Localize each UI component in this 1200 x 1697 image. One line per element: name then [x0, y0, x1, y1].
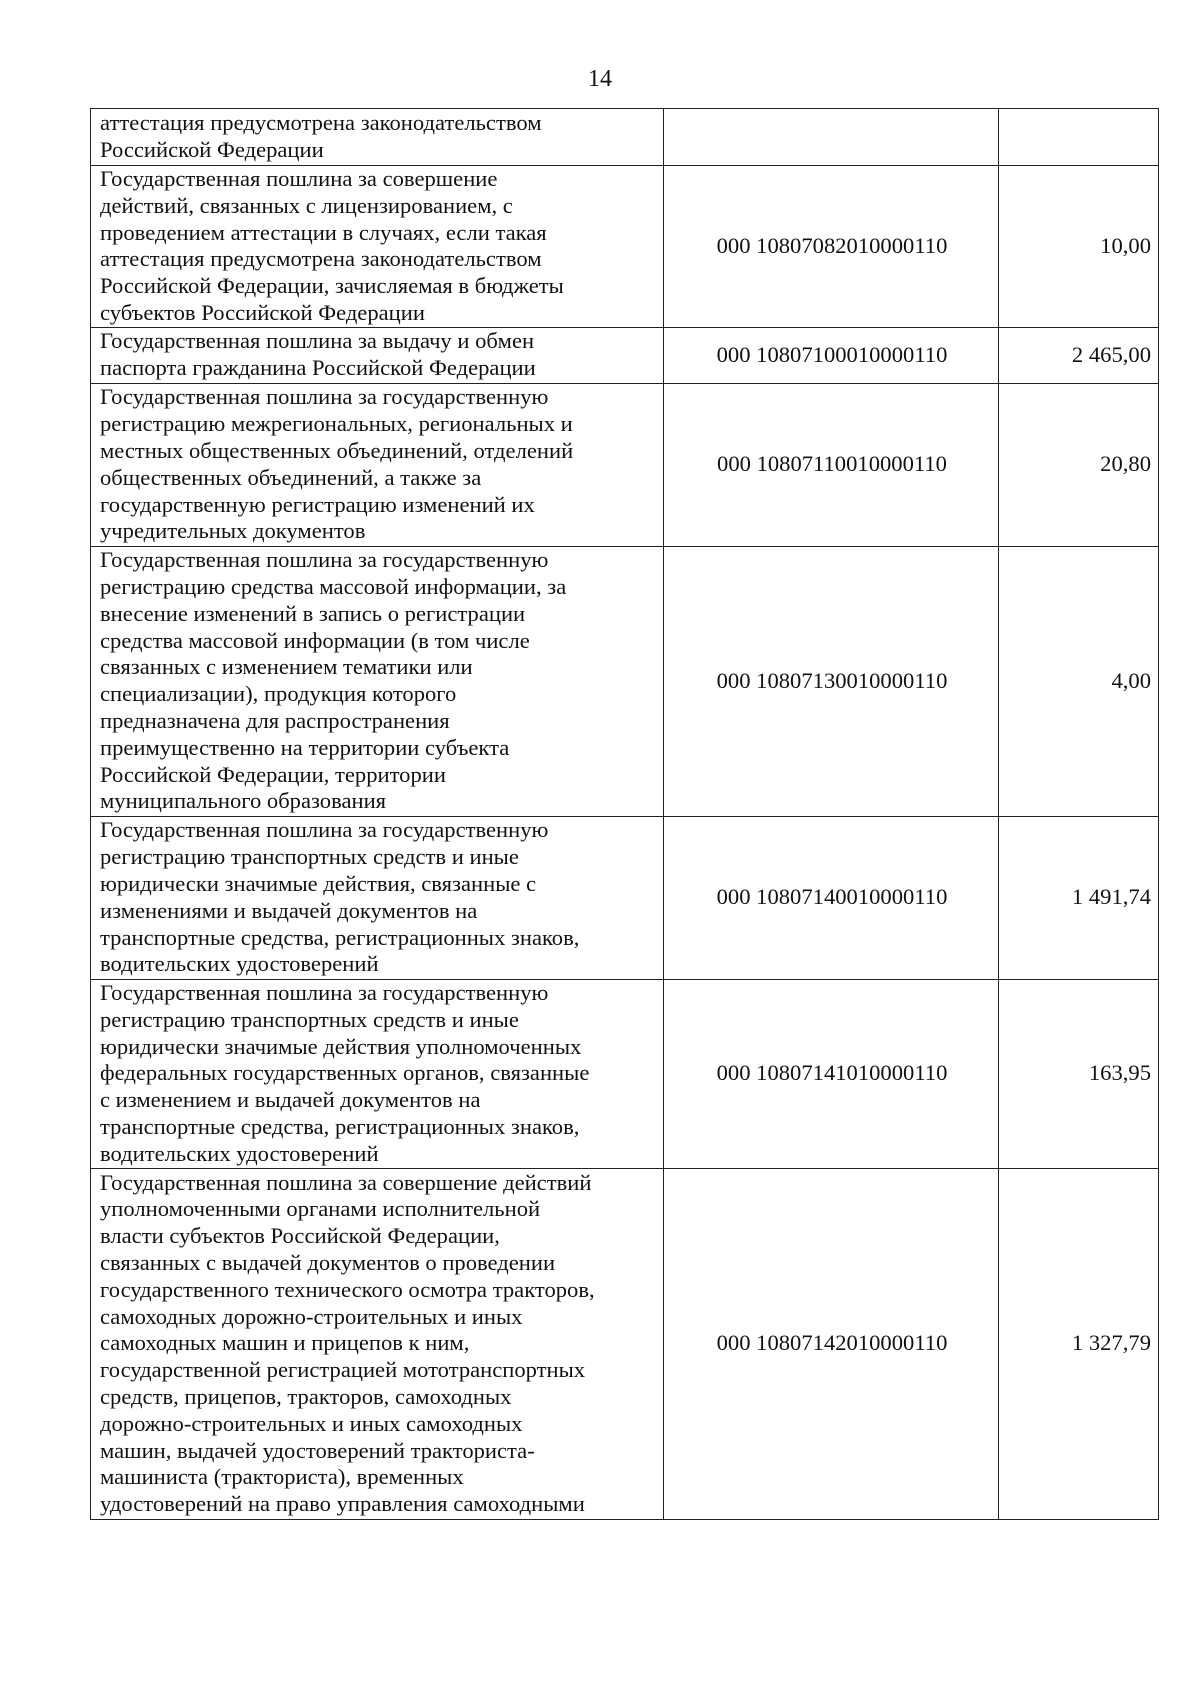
fee-name-cell: Государственная пошлина за совершение действий, связанных с лицензированием, с проведением аттестации в случаях, если такая аттестация предусмотрена законодательством Российской Федерации, зачисляемая в бюджеты субъектов Российской Федерации — [91, 166, 664, 328]
budget-code-cell: 000 10807130010000110 — [664, 546, 999, 816]
table-row — [91, 816, 1159, 979]
table-row — [91, 546, 1159, 816]
fee-name-cell: Государственная пошлина за выдачу и обмен паспорта гражданина Российской Федерации — [91, 327, 664, 383]
budget-code-cell — [664, 109, 999, 166]
fee-name-cell: Государственная пошлина за государственную регистрацию транспортных средств и иные юридически значимые действия, связанные с изменениями и выдачей документов на транспортные средства, регистрационных знаков, водительских удостоверений — [91, 816, 664, 979]
table-row — [91, 166, 1159, 328]
fee-table — [90, 108, 1159, 1520]
amount-cell: 20,80 — [999, 383, 1159, 546]
amount-cell — [999, 109, 1159, 166]
table-row — [91, 327, 1159, 383]
amount-cell: 1 491,74 — [999, 816, 1159, 979]
budget-code-cell: 000 10807100010000110 — [664, 327, 999, 383]
fee-name-cell: аттестация предусмотрена законодательством Российской Федерации — [91, 109, 664, 166]
fee-name-cell: Государственная пошлина за государственную регистрацию транспортных средств и иные юридически значимые действия уполномоченных федеральных государственных органов, связанные с изменением и выдачей документов на транспортные средства, регистрационных знаков, водительских удостоверений — [91, 979, 664, 1168]
table-row — [91, 109, 1159, 166]
budget-code-cell: 000 10807082010000110 — [664, 166, 999, 328]
budget-code-cell: 000 10807110010000110 — [664, 383, 999, 546]
page-number: 14 — [588, 66, 612, 92]
table-row — [91, 1168, 1159, 1519]
fee-name-cell: Государственная пошлина за государственную регистрацию межрегиональных, региональных и местных общественных объединений, отделений общественных объединений, а также за государственную регистрацию изменений их учредительных документов — [91, 383, 664, 546]
amount-cell: 1 327,79 — [999, 1168, 1159, 1519]
table-row — [91, 979, 1159, 1168]
fee-name-cell: Государственная пошлина за государственную регистрацию средства массовой информации, за внесение изменений в запись о регистрации средства массовой информации (в том числе связанных с изменением тематики или специализации), продукция которого предназначена для распространения преимущественно на территории субъекта Российской Федерации, территории муниципального образования — [91, 546, 664, 816]
budget-code-cell: 000 10807141010000110 — [664, 979, 999, 1168]
amount-cell: 2 465,00 — [999, 327, 1159, 383]
amount-cell: 163,95 — [999, 979, 1159, 1168]
fee-name-cell: Государственная пошлина за совершение действий уполномоченными органами исполнительной власти субъектов Российской Федерации, связанных с выдачей документов о проведении государственного технического осмотра тракторов, самоходных дорожно-строительных и иных самоходных машин и прицепов к ним, государственной регистрацией мототранспортных средств, прицепов, тракторов, самоходных дорожно-строительных и иных самоходных машин, выдачей удостоверений тракториста- машиниста (тракториста), временных удостоверений на право управления самоходными — [91, 1168, 664, 1519]
table-row — [91, 383, 1159, 546]
amount-cell: 4,00 — [999, 546, 1159, 816]
budget-code-cell: 000 10807142010000110 — [664, 1168, 999, 1519]
budget-code-cell: 000 10807140010000110 — [664, 816, 999, 979]
amount-cell: 10,00 — [999, 166, 1159, 328]
